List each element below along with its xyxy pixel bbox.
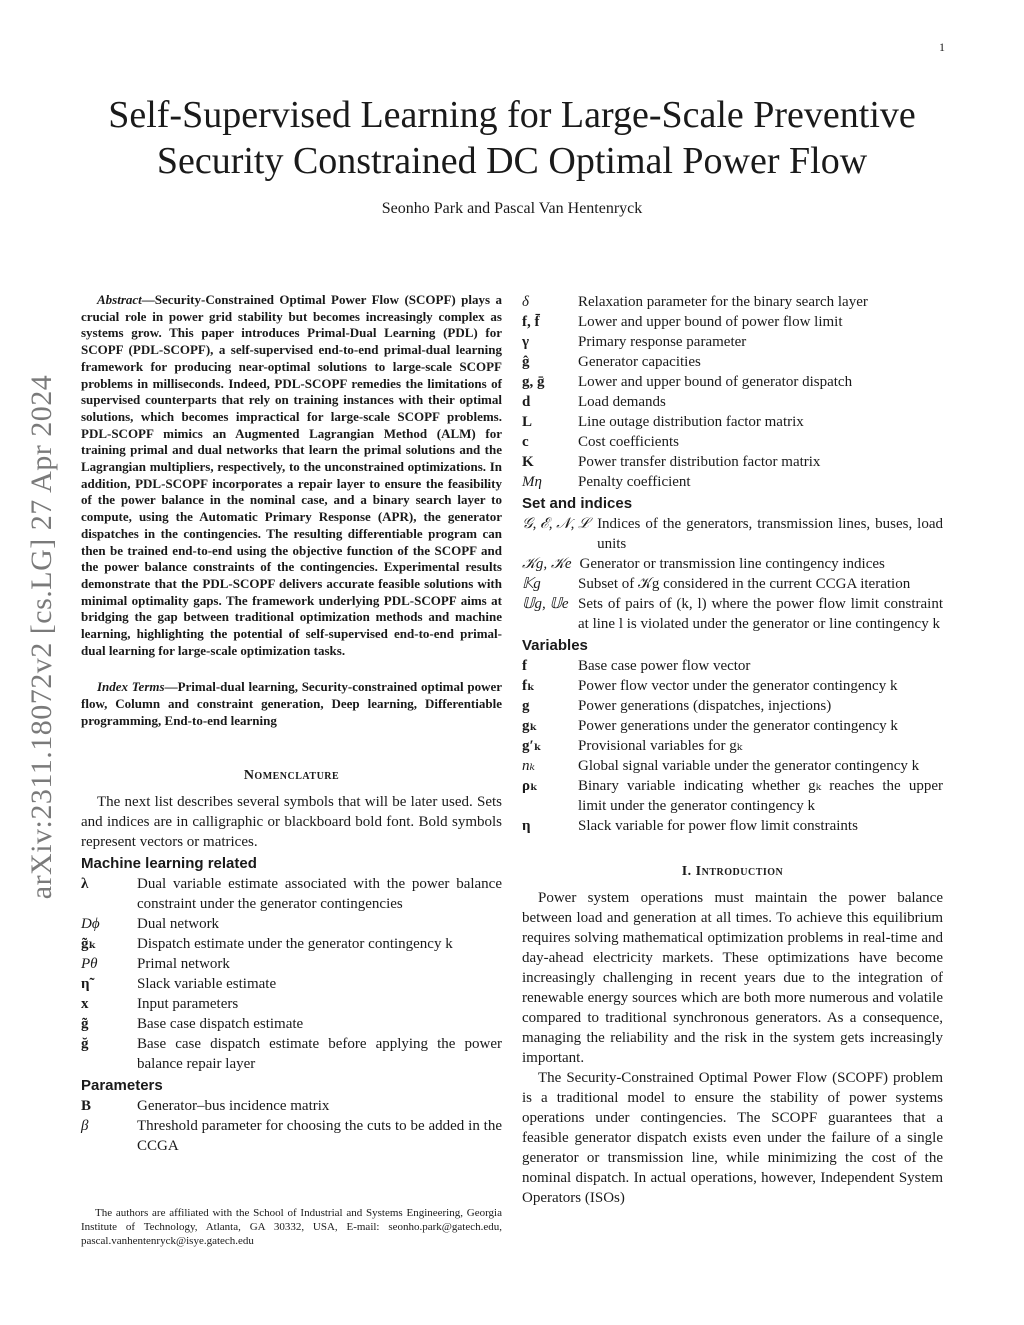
nomenclature-entry <box>522 696 943 716</box>
title-line-1: Self-Supervised Learning for Large-Scale Preventive <box>108 94 916 136</box>
nomenclature-description: Provisional variables for gₖ <box>578 738 743 754</box>
nomenclature-description: Power flow vector under the generator contingency k <box>578 678 898 694</box>
nomenclature-entry <box>81 994 502 1014</box>
nomenclature-symbol: λ <box>81 875 89 892</box>
nomenclature-entry <box>522 452 943 472</box>
nomenclature-symbol: η <box>522 818 531 834</box>
nomenclature-entry <box>522 656 943 676</box>
nomenclature-entry <box>81 934 502 954</box>
nomenclature-description: Threshold parameter for choosing the cuts to be added in the CCGA <box>137 1117 502 1154</box>
nomenclature-description: Lower and upper bound of power flow limit <box>578 314 843 330</box>
page-number: 1 <box>939 40 945 54</box>
nomenclature-intro: The next list describes several symbols that will be later used. Sets and indices are in calligraphic or blackboard bold font. Bold symbols represent vectors or matrices. <box>81 793 502 850</box>
nomenclature-entry <box>81 1034 502 1074</box>
nomenclature-entry <box>522 574 943 594</box>
nomenclature-description: Indices of the generators, transmission lines, buses, load units <box>597 516 943 552</box>
nomenclature-symbol: δ <box>522 294 529 310</box>
nomenclature-entry <box>522 554 943 574</box>
nomenclature-heading: Nomenclature <box>243 767 340 783</box>
variables-group-title: Variables <box>522 637 588 654</box>
nomenclature-symbol: K <box>522 454 534 470</box>
nomenclature-description: Primary response parameter <box>578 334 747 350</box>
nomenclature-entry <box>522 776 943 816</box>
abstract-label: Abstract <box>97 292 142 307</box>
nomenclature-symbol: 𝕌g, 𝕌e <box>522 596 569 612</box>
nomenclature-symbol: ĝ <box>522 354 530 370</box>
nomenclature-description: Penalty coefficient <box>578 474 691 490</box>
nomenclature-symbol: g̃ₖ <box>81 935 97 952</box>
introduction-heading: I. Introduction <box>681 864 784 879</box>
nomenclature-description: Slack variable for power flow limit constraints <box>578 818 858 834</box>
nomenclature-entry <box>522 352 943 372</box>
introduction-paragraph-2: The Security-Constrained Optimal Power Flow (SCOPF) problem is a traditional model to ensure the stability of power systems operations under contingencies. The SCOPF guarantees that a feasible generator dispatch exists even under the failure of a single generator or transmission line, while minimizing the cost of the nominal dispatch. In actual operations, however, Independent System Operators (ISOs) <box>522 1070 943 1206</box>
nomenclature-description: Generator or transmission line contingency indices <box>579 556 885 572</box>
nomenclature-symbol: g′ₖ <box>522 738 542 754</box>
parameters-list-right <box>522 292 943 492</box>
nomenclature-description: Generator–bus incidence matrix <box>137 1097 330 1114</box>
nomenclature-description: Dual variable estimate associated with the power balance constraint under the generator contingencies <box>137 875 502 912</box>
nomenclature-description: Sets of pairs of (k, l) where the power flow limit constraint at line l is violated under the generator or line contingency k <box>578 596 943 632</box>
nomenclature-description: Lower and upper bound of generator dispatch <box>578 374 853 390</box>
nomenclature-symbol: nₖ <box>522 758 535 774</box>
nomenclature-description: Cost coefficients <box>578 434 679 450</box>
nomenclature-symbol: gₖ <box>522 718 538 734</box>
nomenclature-description: Power generations under the generator contingency k <box>578 718 898 734</box>
nomenclature-entry <box>81 914 502 934</box>
index-terms-text: —Primal-dual learning, Security-constrained optimal power flow, Column and constraint generation, Deep learning, Differentiable programming, End-to-end learning <box>81 679 502 728</box>
nomenclature-symbol: Pθ <box>81 955 98 972</box>
nomenclature-symbol: g, ḡ <box>522 374 545 390</box>
nomenclature-description: Primal network <box>137 955 230 972</box>
nomenclature-entry <box>522 332 943 352</box>
nomenclature-description: Global signal variable under the generator contingency k <box>578 758 920 774</box>
nomenclature-symbol: ğ <box>81 1035 89 1052</box>
nomenclature-entry <box>522 432 943 452</box>
nomenclature-symbol: d <box>522 394 531 410</box>
left-column <box>81 292 502 1156</box>
parameters-group-title: Parameters <box>81 1076 163 1094</box>
nomenclature-entry <box>522 736 943 756</box>
nomenclature-description: Input parameters <box>137 995 239 1012</box>
nomenclature-description: Dispatch estimate under the generator contingency k <box>137 935 453 952</box>
nomenclature-symbol: 𝒢, ℰ, 𝒩, ℒ <box>522 516 590 532</box>
nomenclature-symbol: f <box>522 658 527 674</box>
nomenclature-description: Base case dispatch estimate <box>137 1015 304 1032</box>
nomenclature-symbol: ρₖ <box>522 778 538 794</box>
nomenclature-description: Relaxation parameter for the binary search layer <box>578 294 868 310</box>
nomenclature-entry <box>522 514 943 554</box>
nomenclature-description: Power transfer distribution factor matrix <box>578 454 821 470</box>
nomenclature-entry <box>81 974 502 994</box>
nomenclature-symbol: g <box>522 698 530 714</box>
nomenclature-entry <box>522 472 943 492</box>
nomenclature-symbol: g̃ <box>81 1015 89 1032</box>
arxiv-stamp[interactable]: arXiv:2311.18072v2 [cs.LG] 27 Apr 2024 <box>25 374 58 900</box>
nomenclature-entry <box>522 292 943 312</box>
title-line-2: Security Constrained DC Optimal Power Flow <box>156 140 868 182</box>
nomenclature-entry <box>81 954 502 974</box>
right-column <box>522 292 943 1208</box>
nomenclature-symbol: c <box>522 434 529 450</box>
nomenclature-entry <box>522 756 943 776</box>
nomenclature-entry <box>522 312 943 332</box>
nomenclature-description: Generator capacities <box>578 354 701 370</box>
sets-group-title: Set and indices <box>522 495 633 512</box>
index-terms-label: Index Terms <box>97 679 165 695</box>
nomenclature-entry <box>522 594 943 634</box>
nomenclature-description: Load demands <box>578 394 666 410</box>
nomenclature-symbol: L <box>522 414 533 430</box>
nomenclature-symbol: 𝒦g, 𝒦e <box>522 556 572 572</box>
parameters-list-left <box>81 1096 502 1156</box>
nomenclature-entry <box>81 1096 502 1116</box>
paper-title <box>60 92 964 184</box>
ml-list <box>81 874 502 1074</box>
nomenclature-symbol: B <box>81 1097 92 1114</box>
nomenclature-symbol: η̃ <box>81 975 90 992</box>
nomenclature-symbol: 𝕂g <box>522 576 541 592</box>
nomenclature-entry <box>522 392 943 412</box>
ml-group-title: Machine learning related <box>81 854 257 872</box>
nomenclature-description: Power generations (dispatches, injections) <box>578 698 832 714</box>
nomenclature-description: Subset of 𝒦g considered in the current CCGA iteration <box>578 576 911 592</box>
nomenclature-symbol: Dϕ <box>81 915 100 932</box>
variables-list <box>522 656 943 836</box>
nomenclature-entry <box>81 874 502 914</box>
abstract <box>81 292 502 659</box>
nomenclature-entry <box>522 372 943 392</box>
nomenclature-description: Base case dispatch estimate before applying the power balance repair layer <box>137 1035 502 1072</box>
nomenclature-description: Line outage distribution factor matrix <box>578 414 804 430</box>
nomenclature-entry <box>522 716 943 736</box>
abstract-text: —Security-Constrained Optimal Power Flow (SCOPF) plays a crucial role in power grid stability but becomes increasingly complex as systems grow. This paper introduces Primal-Dual Learning (PDL) for SCOPF (PDL-SCOPF), a self-supervised end-to-end primal-dual learning framework for producing near-optimal solutions to large-scale SCOPF problems in milliseconds. Indeed, PDL-SCOPF remedies the limitations of supervised counterparts that rely on training instances with their optimal solutions, which becomes impractical for large-scale SCOPF problems. PDL-SCOPF mimics an Augmented Lagrangian Method (ALM) for training primal and dual networks that learn the primal solutions and the Lagrangian multipliers, respectively, to the unconstrained optimizations. In addition, PDL-SCOPF incorporates a repair layer to ensure the feasibility of the power balance in the nominal case, and a binary search layer to compute, using the Automatic Primary Response (APR), the generator dispatches in the contingencies. The resulting differentiable program can then be trained end-to-end using the objective function of the SCOPF and the power balance constraints of the contingencies. Experimental results demonstrate that the PDL-SCOPF delivers accurate feasible solutions with minimal optimality gaps. The framework underlying PDL-SCOPF aims at bridging the gap between traditional optimization methods and machine learning, highlighting the potential of self-supervised end-to-end primal-dual learning for large-scale optimization tasks. <box>81 292 502 658</box>
introduction-paragraph-1: Power system operations must maintain the power balance between load and generation at all times. To achieve this equilibrium requires solving mathematical optimization problems in real-time and day-ahead electricity markets. These optimizations have become increasingly challenging in recent years due to the integration of renewable energy sources which are both more numerous and volatile compared to traditional synchronous generators. As a consequence, managing the reliability and the risk in the system gets increasingly important. <box>522 890 943 1066</box>
nomenclature-symbol: γ <box>522 334 530 350</box>
nomenclature-entry <box>522 412 943 432</box>
nomenclature-description: Binary variable indicating whether gₖ reaches the upper limit under the generator contingency k <box>578 778 943 814</box>
nomenclature-symbol: Mη <box>522 474 542 490</box>
index-terms <box>81 679 502 729</box>
nomenclature-symbol: x <box>81 995 89 1012</box>
nomenclature-entry <box>81 1014 502 1034</box>
nomenclature-description: Slack variable estimate <box>137 975 277 992</box>
nomenclature-entry <box>522 816 943 836</box>
authors: Seonho Park and Pascal Van Hentenryck <box>381 200 643 217</box>
nomenclature-description: Base case power flow vector <box>578 658 751 674</box>
nomenclature-entry <box>81 1116 502 1156</box>
nomenclature-symbol: fₖ <box>522 678 535 694</box>
nomenclature-symbol: f, f̄ <box>522 314 540 330</box>
affiliation-footnote: The authors are affiliated with the School of Industrial and Systems Engineering, Georgia Institute of Technology, Atlanta, GA 30332, USA, E-mail: seonho.park@gatech.edu, pascal.vanhentenryck@isye.gatech.edu <box>81 1207 502 1247</box>
sets-list <box>522 514 943 634</box>
nomenclature-symbol: β <box>81 1117 89 1134</box>
nomenclature-entry <box>522 676 943 696</box>
nomenclature-description: Dual network <box>137 915 220 932</box>
